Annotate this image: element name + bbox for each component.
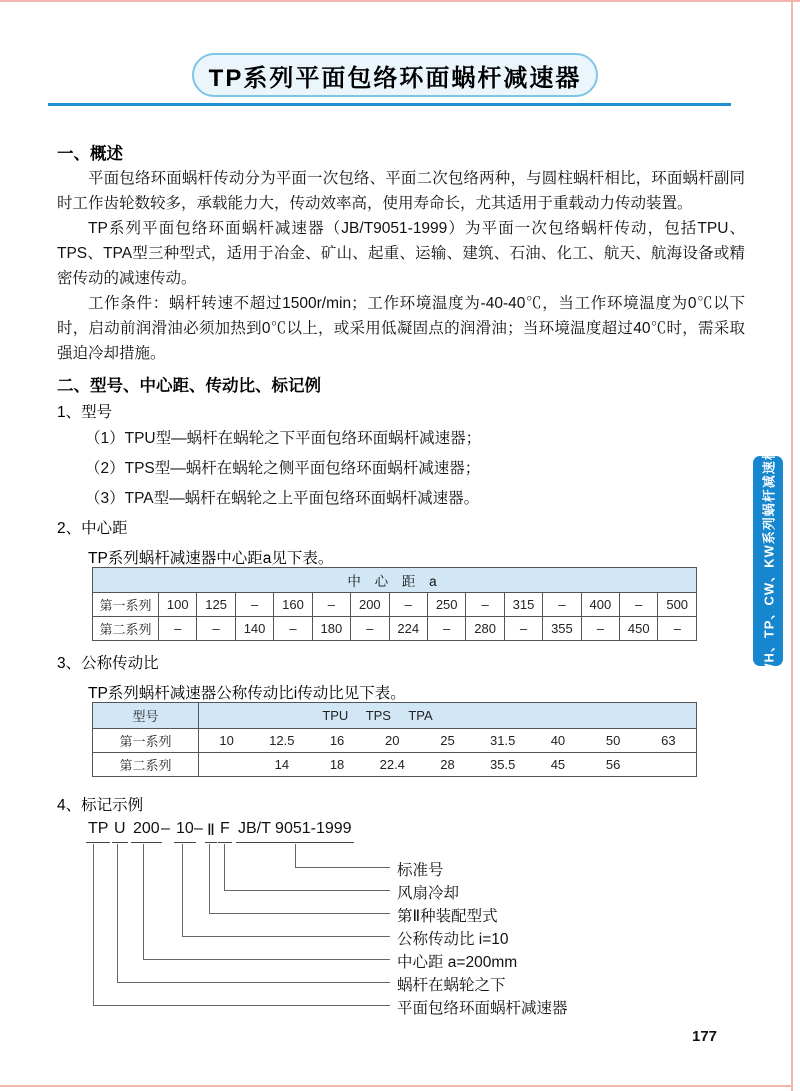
diagram-label: 风扇冷却 xyxy=(397,885,460,902)
connector-line xyxy=(209,844,390,914)
page-edge-line xyxy=(0,0,800,2)
code-part: U xyxy=(112,820,128,843)
overview-paragraphs xyxy=(57,166,745,366)
table-cell: 40 xyxy=(550,733,566,748)
table-cell: 22.4 xyxy=(379,757,405,772)
table-cell: 315 xyxy=(505,593,543,616)
connector-line xyxy=(224,844,390,891)
row-label: 第一系列 xyxy=(93,593,159,616)
table-cell: 355 xyxy=(543,617,581,640)
model-item: （2）TPS型—蜗杆在蜗轮之侧平面包络环面蜗杆减速器； xyxy=(85,460,481,477)
table-cell xyxy=(199,753,254,776)
diagram-label: 公称传动比 i=10 xyxy=(397,931,509,948)
table-cell: – xyxy=(197,617,235,640)
connector-line xyxy=(117,844,390,983)
table-cell: 224 xyxy=(390,617,428,640)
row-label: 第一系列 xyxy=(93,729,199,752)
table-cell: 28 xyxy=(440,757,455,772)
connector-line xyxy=(143,844,390,960)
code-dash: – xyxy=(194,820,203,837)
center-distance-table xyxy=(92,567,697,641)
model-item: （3）TPA型—蜗杆在蜗轮之上平面包络环面蜗杆减速器。 xyxy=(85,490,480,507)
section-two-heading: 二、型号、中心距、传动比、标记例 xyxy=(57,377,321,395)
connector-line xyxy=(93,844,390,1006)
model-item: （1）TPU型—蜗杆在蜗轮之下平面包络环面蜗杆减速器； xyxy=(85,430,482,447)
table-cell: 100 xyxy=(159,593,197,616)
table-cell: 18 xyxy=(329,757,345,772)
row-label: 第二系列 xyxy=(93,753,199,776)
row-label: 第二系列 xyxy=(93,617,159,640)
series-side-tab xyxy=(753,446,783,676)
table-cell: – xyxy=(390,593,428,616)
title-divider xyxy=(48,103,731,106)
table-cell: 280 xyxy=(466,617,504,640)
header-value: TPU TPS TPA xyxy=(322,708,433,723)
table-cell: 56 xyxy=(605,757,621,772)
ratio-heading: 3、公称传动比 xyxy=(57,655,159,672)
table-cell: 180 xyxy=(313,617,351,640)
paragraph: TP系列平面包络环面蜗杆减速器（JB/T9051-1999）为平面一次包络蜗杆传动，包括TPU、TPS、TPA型三种型式，适用于冶金、矿山、起重、运输、建筑、石油、化工、航天、航海设备或精密传动的减速传动。 xyxy=(57,220,745,287)
code-dash: – xyxy=(161,820,170,837)
table-cell: – xyxy=(582,617,620,640)
center-distance-heading: 2、中心距 xyxy=(57,520,128,537)
ratio-table xyxy=(92,702,697,777)
table-cell: 50 xyxy=(605,733,621,748)
table-cell: 200 xyxy=(351,593,389,616)
center-distance-note: TP系列蜗杆减速器中心距a见下表。 xyxy=(88,550,334,567)
ratio-note: TP系列蜗杆减速器公称传动比i传动比见下表。 xyxy=(88,685,406,702)
table-row xyxy=(93,753,696,776)
table-cell: 35.5 xyxy=(490,757,516,772)
table-cell: – xyxy=(351,617,389,640)
page-edge-line xyxy=(0,1085,793,1087)
table-cell: 63 xyxy=(661,733,676,748)
connector-line xyxy=(295,844,390,868)
diagram-label: 蜗杆在蜗轮之下 xyxy=(397,977,506,994)
table-cell: 250 xyxy=(428,593,466,616)
paragraph: 工作条件：蜗杆转速不超过1500r/min；工作环境温度为-40-40℃，当工作环境温度为0℃以下时，启动前润滑油必须加热到0℃以上，或采用低凝固点的润滑油；当环境温度超过40℃时，需采取强迫冷却措施。 xyxy=(57,295,745,362)
diagram-label: 标准号 xyxy=(397,862,444,879)
diagram-label: 中心距 a=200mm xyxy=(397,954,518,971)
table-cell: 500 xyxy=(666,597,689,612)
table-cell: 25 xyxy=(440,733,455,748)
table-cell: 140 xyxy=(236,617,274,640)
marking-heading: 4、标记示例 xyxy=(57,797,144,814)
paragraph: 平面包络环面蜗杆传动分为平面一次包络、平面二次包络两种，与圆柱蜗杆相比，环面蜗杆副同时工作齿轮数较多，承载能力大，传动效率高，使用寿命长，尤其适用于重载动力传动装置。 xyxy=(57,170,745,212)
page-edge-line xyxy=(791,0,793,1091)
code-part: F xyxy=(218,820,232,843)
connector-line xyxy=(182,844,390,937)
table-header-row xyxy=(93,703,696,729)
header-label: 型号 xyxy=(93,703,199,728)
code-part: Ⅱ xyxy=(205,820,217,843)
table-row xyxy=(93,617,696,640)
table-cell: 12.5 xyxy=(269,733,295,748)
table-cell: 160 xyxy=(274,593,312,616)
table-cell: 45 xyxy=(550,757,566,772)
table-cell: – xyxy=(466,593,504,616)
table-cell: – xyxy=(428,617,466,640)
table-cell xyxy=(641,753,696,776)
model-list xyxy=(85,424,685,514)
table-cell: – xyxy=(543,593,581,616)
table-cell: 20 xyxy=(385,733,400,748)
diagram-label: 平面包络环面蜗杆减速器 xyxy=(397,1000,568,1017)
models-heading: 1、型号 xyxy=(57,404,113,421)
side-tab-label: WH、TP、CW、KW系列蜗杆减速机 xyxy=(761,446,777,676)
page-title: TP系列平面包络环面蜗杆减速器 xyxy=(208,64,582,92)
table-cell: – xyxy=(620,593,658,616)
table-cell: 16 xyxy=(329,733,345,748)
table-header: 中 心 距 a xyxy=(93,568,696,593)
table-cell: – xyxy=(236,593,274,616)
code-part: 10 xyxy=(174,820,196,843)
table-cell: 14 xyxy=(274,757,290,772)
table-cell: 450 xyxy=(620,617,658,640)
table-cell: – xyxy=(274,617,312,640)
diagram-label: 第Ⅱ种装配型式 xyxy=(397,908,498,925)
code-part: TP xyxy=(86,820,110,843)
table-cell: – xyxy=(505,617,543,640)
table-cell: – xyxy=(313,593,351,616)
table-row xyxy=(93,593,696,617)
table-cell: 31.5 xyxy=(490,733,516,748)
title-banner xyxy=(192,53,598,97)
table-row xyxy=(93,729,696,753)
table-cell: – xyxy=(673,621,681,636)
code-part: 200 xyxy=(131,820,162,843)
table-cell: 125 xyxy=(197,593,235,616)
code-part: JB/T 9051-1999 xyxy=(236,820,354,843)
table-cell: 400 xyxy=(582,593,620,616)
table-cell: 10 xyxy=(219,733,234,748)
table-cell: – xyxy=(159,617,197,640)
section-overview-heading: 一、概述 xyxy=(57,145,123,163)
page-number: 177 xyxy=(692,1028,718,1045)
